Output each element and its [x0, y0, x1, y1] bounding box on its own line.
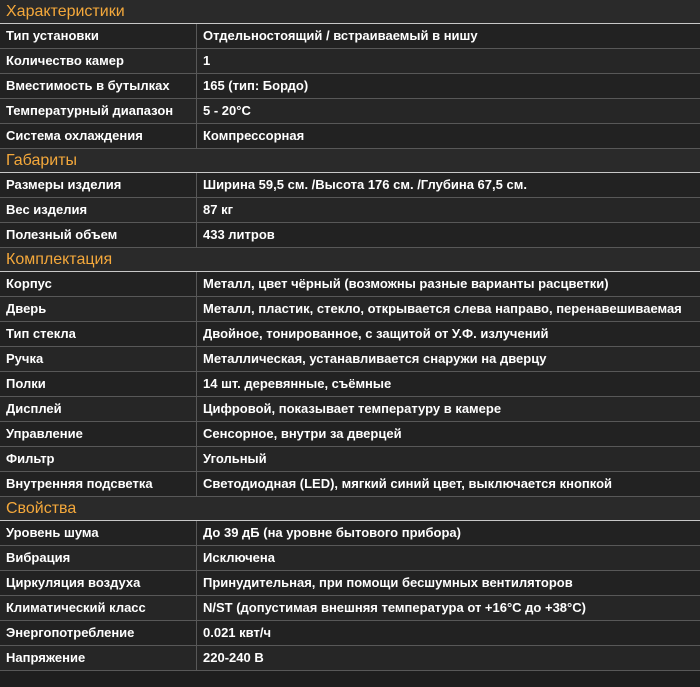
- spec-row: [0, 447, 700, 472]
- spec-value: Сенсорное, внутри за дверцей: [203, 426, 402, 441]
- spec-value: 14 шт. деревянные, съёмные: [203, 376, 392, 391]
- spec-row: [0, 571, 700, 596]
- spec-row: [0, 347, 700, 372]
- spec-value: Металл, цвет чёрный (возможны разные варианты расцветки): [203, 276, 609, 291]
- spec-row: [0, 173, 700, 198]
- section-equipment: [0, 248, 700, 497]
- spec-label: Тип стекла: [0, 322, 197, 346]
- spec-label: Размеры изделия: [0, 173, 197, 197]
- spec-label: Вес изделия: [0, 198, 197, 222]
- spec-rows: [0, 272, 700, 497]
- spec-row: [0, 422, 700, 447]
- spec-label: Полки: [0, 372, 197, 396]
- spec-value: Цифровой, показывает температуру в камере: [203, 401, 502, 416]
- spec-label: Внутренняя подсветка: [0, 472, 197, 496]
- spec-value: N/ST (допустимая внешняя температура от +16°С до +38°С): [203, 600, 586, 615]
- spec-row: [0, 521, 700, 546]
- spec-label: Климатический класс: [0, 596, 197, 620]
- spec-row: [0, 372, 700, 397]
- spec-rows: [0, 521, 700, 671]
- spec-rows: [0, 24, 700, 149]
- section-properties: [0, 497, 700, 671]
- spec-label: Циркуляция воздуха: [0, 571, 197, 595]
- spec-row: [0, 297, 700, 322]
- spec-label: Управление: [0, 422, 197, 446]
- spec-label: Система охлаждения: [0, 124, 197, 148]
- spec-label: Полезный объем: [0, 223, 197, 247]
- spec-label: Уровень шума: [0, 521, 197, 545]
- spec-value: Исключена: [203, 550, 275, 565]
- spec-value: Отдельностоящий / встраиваемый в нишу: [203, 28, 478, 43]
- spec-value: Металл, пластик, стекло, открывается слева направо, перенавешиваемая: [203, 301, 682, 316]
- section-header: [0, 248, 700, 272]
- spec-label: Напряжение: [0, 646, 197, 670]
- spec-row: [0, 272, 700, 297]
- spec-row: [0, 74, 700, 99]
- spec-value: 87 кг: [203, 202, 233, 217]
- spec-row: [0, 99, 700, 124]
- spec-row: [0, 198, 700, 223]
- spec-value: 1: [203, 53, 211, 68]
- section-title: Свойства: [6, 499, 77, 517]
- spec-label: Дверь: [0, 297, 197, 321]
- spec-value: Угольный: [203, 451, 267, 466]
- spec-row: [0, 322, 700, 347]
- spec-value: 165 (тип: Бордо): [203, 78, 309, 93]
- spec-value: Принудительная, при помощи бесшумных вентиляторов: [203, 575, 573, 590]
- spec-value: 0.021 квт/ч: [203, 625, 271, 640]
- spec-rows: [0, 173, 700, 248]
- spec-label: Тип установки: [0, 24, 197, 48]
- spec-label: Дисплей: [0, 397, 197, 421]
- section-header: [0, 149, 700, 173]
- spec-label: Фильтр: [0, 447, 197, 471]
- spec-value: Светодиодная (LED), мягкий синий цвет, выключается кнопкой: [203, 476, 613, 491]
- spec-row: [0, 223, 700, 248]
- spec-value: 433 литров: [203, 227, 275, 242]
- section-header: [0, 497, 700, 521]
- section-title: Характеристики: [6, 2, 125, 20]
- spec-row: [0, 49, 700, 74]
- section-characteristics: [0, 0, 700, 149]
- spec-value: 220-240 В: [203, 650, 264, 665]
- spec-row: [0, 646, 700, 671]
- spec-label: Энергопотребление: [0, 621, 197, 645]
- section-title: Габариты: [6, 151, 78, 169]
- spec-label: Вибрация: [0, 546, 197, 570]
- section-dimensions: [0, 149, 700, 248]
- spec-row: [0, 596, 700, 621]
- spec-row: [0, 546, 700, 571]
- spec-row: [0, 621, 700, 646]
- section-header: [0, 0, 700, 24]
- spec-label: Температурный диапазон: [0, 99, 197, 123]
- spec-row: [0, 124, 700, 149]
- spec-label: Корпус: [0, 272, 197, 296]
- spec-value: До 39 дБ (на уровне бытового прибора): [203, 525, 461, 540]
- spec-row: [0, 472, 700, 497]
- spec-label: Ручка: [0, 347, 197, 371]
- spec-label: Количество камер: [0, 49, 197, 73]
- spec-row: [0, 397, 700, 422]
- spec-value: Металлическая, устанавливается снаружи на дверцу: [203, 351, 547, 366]
- spec-value: Ширина 59,5 см. /Высота 176 см. /Глубина 67,5 см.: [203, 177, 527, 192]
- section-title: Комплектация: [6, 250, 113, 268]
- spec-value: Компрессорная: [203, 128, 305, 143]
- spec-label: Вместимость в бутылках: [0, 74, 197, 98]
- spec-value: 5 - 20°С: [203, 103, 251, 118]
- spec-value: Двойное, тонированное, с защитой от У.Ф. излучений: [203, 326, 549, 341]
- spec-row: [0, 24, 700, 49]
